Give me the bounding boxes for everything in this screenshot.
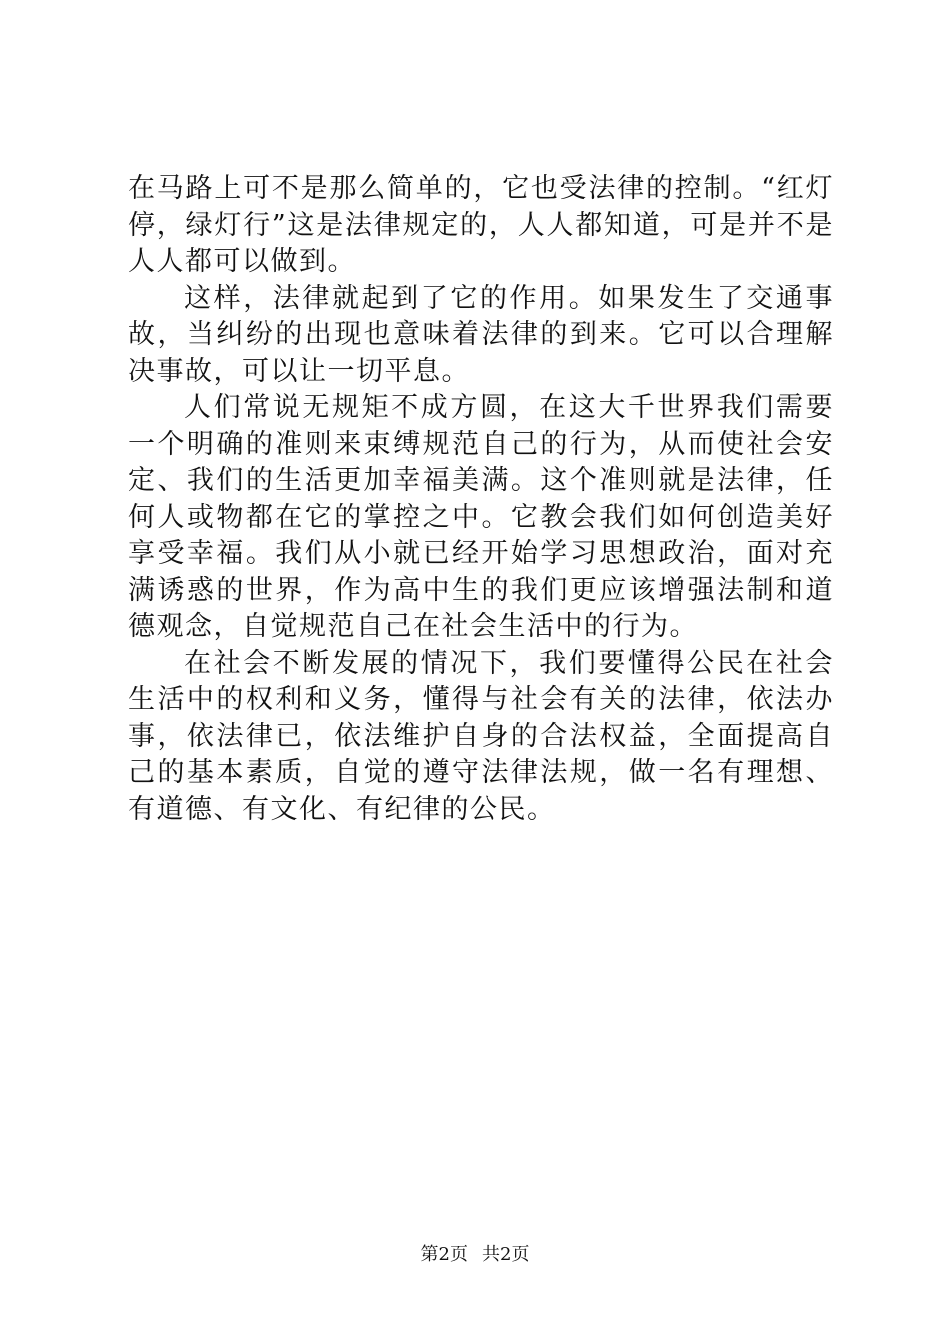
document-body xyxy=(128,171,834,828)
paragraph: 人们常说无规矩不成方圆，在这大千世界我们需要一个明确的准则来束缚规范自己的行为，从而使社会安定、我们的生活更加幸福美满。这个准则就是法律，任何人或物都在它的掌控之中。它教会我们如何创造美好享受幸福。我们从小就已经开始学习思想政治，面对充满诱惑的世界，作为高中生的我们更应该增强法制和道德观念，自觉规范自己在社会生活中的行为。 xyxy=(128,392,834,642)
paragraph: 在社会不断发展的情况下，我们要懂得公民在社会生活中的权利和义务，懂得与社会有关的法律，依法办事，依法律已，依法维护自身的合法权益，全面提高自己的基本素质，自觉的遵守法律法规，做一名有理想、有道德、有文化、有纪律的公民。 xyxy=(128,647,834,825)
page-footer xyxy=(0,1243,950,1267)
paragraph: 这样，法律就起到了它的作用。如果发生了交通事故，当纠纷的出现也意味着法律的到来。它可以合理解决事故，可以让一切平息。 xyxy=(128,282,834,387)
paragraph: 在马路上可不是那么简单的，它也受法律的控制。“红灯停，绿灯行”这是法律规定的，人人都知道，可是并不是人人都可以做到。 xyxy=(128,173,834,277)
page-total: 共2页 xyxy=(482,1244,530,1265)
page-number: 第2页 xyxy=(420,1244,468,1265)
